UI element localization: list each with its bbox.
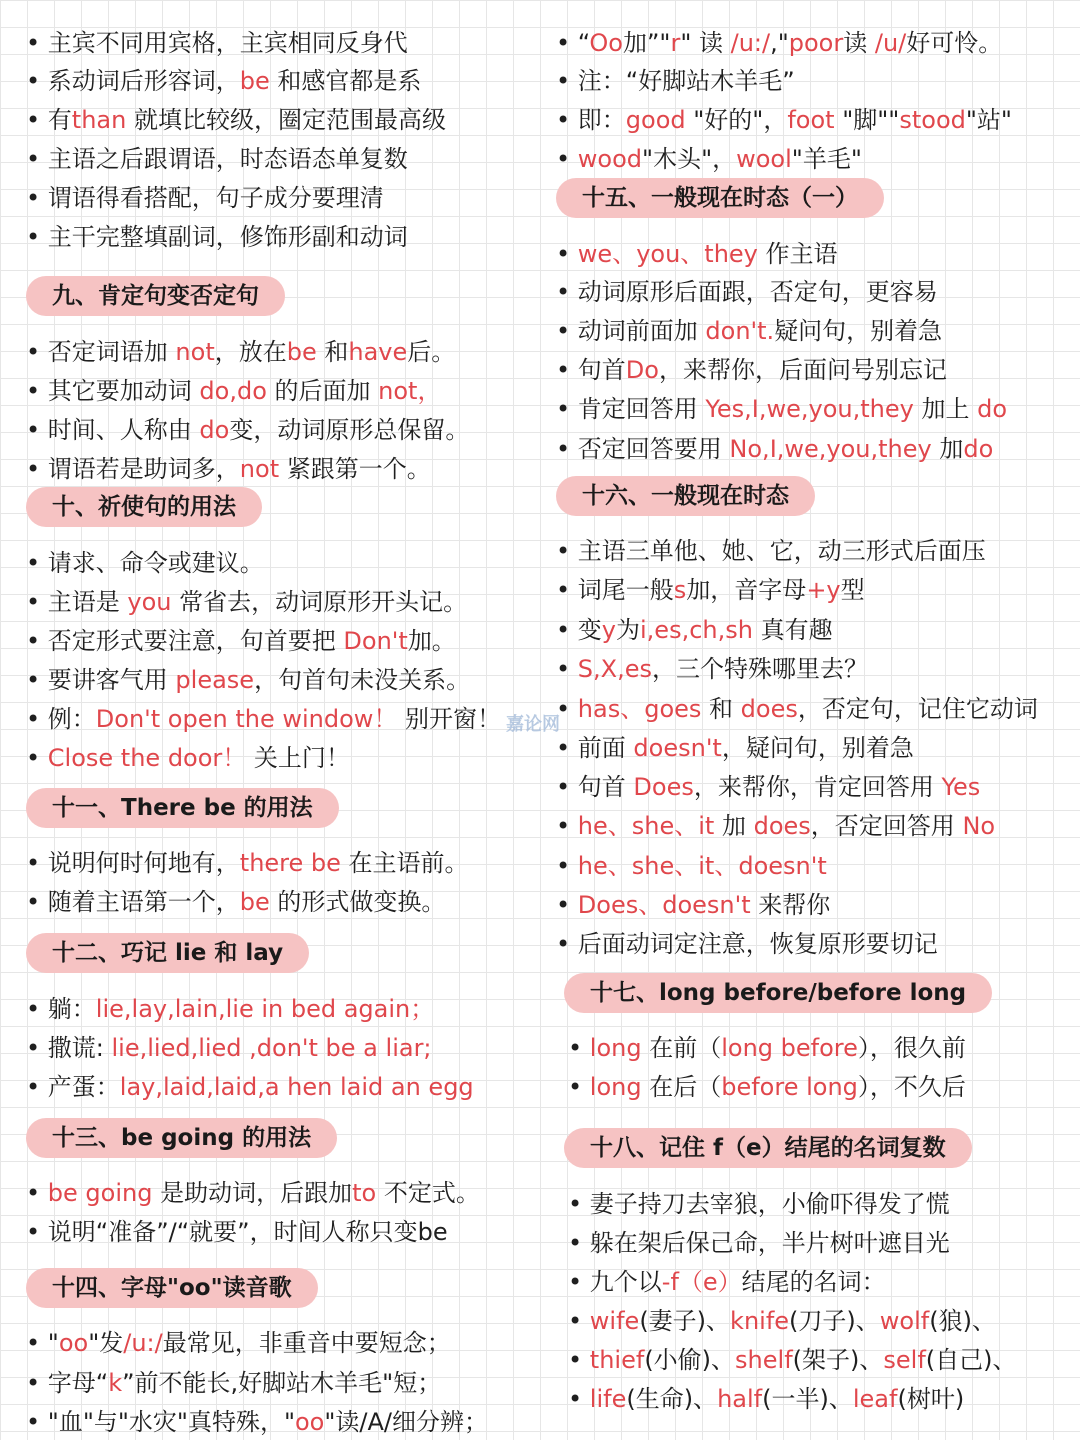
plain-text: • 例： bbox=[26, 705, 96, 733]
text-line bbox=[556, 239, 838, 269]
section-header: 十七、long before/before long bbox=[564, 973, 992, 1013]
plain-text: ），很久前 bbox=[857, 1034, 966, 1062]
plain-text: • bbox=[568, 1307, 590, 1335]
text-line bbox=[556, 434, 993, 464]
section-header: 十一、There be 的用法 bbox=[26, 788, 339, 828]
plain-text: • " bbox=[26, 1329, 59, 1357]
text-line bbox=[556, 277, 938, 307]
plain-text: • bbox=[556, 695, 578, 723]
highlight-text: foot bbox=[787, 106, 835, 134]
plain-text: 的形式做变换。 bbox=[269, 888, 446, 916]
highlight-text: not， bbox=[378, 377, 442, 405]
plain-text: • bbox=[556, 852, 578, 880]
highlight-text: self bbox=[883, 1346, 926, 1374]
plain-text: • 主语之后跟谓语，时态语态单复数 bbox=[26, 145, 408, 173]
plain-text: • "血"与"水灾"真特殊，" bbox=[26, 1408, 295, 1436]
plain-text: 加，音字母 bbox=[686, 576, 807, 604]
plain-text: 来帮你 bbox=[750, 891, 831, 919]
plain-text: 加”" bbox=[622, 29, 671, 57]
highlight-text: be bbox=[286, 338, 317, 366]
text-line bbox=[26, 1072, 474, 1102]
plain-text: • 请求、命令或建议。 bbox=[26, 549, 264, 577]
plain-text: • bbox=[556, 145, 578, 173]
highlight-text: has、goes bbox=[577, 695, 702, 723]
highlight-text: life bbox=[589, 1385, 627, 1413]
plain-text: 型 bbox=[840, 576, 865, 604]
highlight-text: he、she、it bbox=[577, 812, 715, 840]
highlight-text: stood bbox=[899, 106, 966, 134]
highlight-text: you bbox=[127, 588, 172, 616]
plain-text: • 否定形式要注意，句首要把 bbox=[26, 627, 344, 655]
highlight-text: poor bbox=[788, 29, 844, 57]
highlight-text: does bbox=[753, 812, 811, 840]
highlight-text: long bbox=[589, 1073, 642, 1101]
plain-text: 和 bbox=[701, 695, 741, 723]
plain-text: 和 bbox=[316, 338, 349, 366]
plain-text: "脚"" bbox=[834, 106, 900, 134]
section-header: 十、祈使句的用法 bbox=[26, 487, 262, 527]
watermark: 嘉论网 bbox=[506, 714, 560, 735]
plain-text: • bbox=[568, 1034, 590, 1062]
highlight-text: Does bbox=[633, 773, 694, 801]
plain-text: • bbox=[556, 655, 578, 683]
plain-text: • 躺： bbox=[26, 995, 96, 1023]
highlight-text: long before bbox=[721, 1034, 858, 1062]
text-line bbox=[568, 1228, 950, 1258]
highlight-text: k bbox=[108, 1369, 123, 1397]
highlight-text: Oo bbox=[589, 29, 623, 57]
plain-text: 变，动词原形总保留。 bbox=[229, 416, 470, 444]
plain-text: (刀子)、 bbox=[789, 1307, 880, 1335]
plain-text: • 要讲客气用 bbox=[26, 666, 176, 694]
text-line bbox=[26, 66, 421, 96]
highlight-text: Does、doesn't bbox=[577, 891, 751, 919]
text-line bbox=[556, 144, 862, 174]
plain-text: • 主干完整填副词，修饰形副和动词 bbox=[26, 223, 408, 251]
highlight-text: don't. bbox=[705, 317, 775, 345]
plain-text: (狼)、 bbox=[929, 1307, 996, 1335]
section-header: 十八、记住 f（e）结尾的名词复数 bbox=[564, 1128, 972, 1168]
highlight-text: we、you、they bbox=[577, 240, 758, 268]
plain-text: 好可怜。 bbox=[906, 29, 1003, 57]
plain-text: ），不久后 bbox=[857, 1073, 966, 1101]
plain-text: • “ bbox=[556, 29, 590, 57]
plain-text: • 其它要加动词 bbox=[26, 377, 200, 405]
highlight-text: than bbox=[71, 106, 127, 134]
plain-text: ，句首句未没关系。 bbox=[254, 666, 471, 694]
highlight-text: lay,laid,laid,a hen laid an egg bbox=[119, 1073, 474, 1101]
text-line bbox=[556, 811, 995, 841]
highlight-text: shelf bbox=[735, 1346, 793, 1374]
plain-text: • bbox=[556, 240, 578, 268]
plain-text: • 动词原形后面跟，否定句，更容易 bbox=[556, 278, 938, 306]
plain-text: 和感官都是系 bbox=[269, 67, 422, 95]
section-header: 十二、巧记 lie 和 lay bbox=[26, 933, 309, 973]
text-line bbox=[568, 1345, 1017, 1375]
plain-text: 在后（ bbox=[641, 1073, 722, 1101]
text-line bbox=[26, 1328, 451, 1358]
plain-text: 结尾的名词： bbox=[741, 1268, 886, 1296]
plain-text: • 系动词后形容词， bbox=[26, 67, 240, 95]
highlight-text: leaf bbox=[852, 1385, 898, 1413]
plain-text: "发 bbox=[88, 1329, 124, 1357]
plain-text: (生命)、 bbox=[626, 1385, 718, 1413]
text-line bbox=[568, 1306, 996, 1336]
plain-text: 紧跟第一个。 bbox=[279, 455, 431, 483]
highlight-text: thief bbox=[589, 1346, 645, 1374]
plain-text: • 肯定回答用 bbox=[556, 395, 706, 423]
plain-text: • 主语三单他、她、它，动三形式后面压 bbox=[556, 537, 986, 565]
highlight-text: s bbox=[673, 576, 687, 604]
plain-text: ，放在 bbox=[214, 338, 287, 366]
highlight-text: /u:/ bbox=[123, 1329, 163, 1357]
text-line bbox=[556, 105, 1012, 135]
plain-text: • 谓语得看搭配，句子成分要理清 bbox=[26, 184, 384, 212]
text-line bbox=[568, 1189, 950, 1219]
plain-text: 加上 bbox=[913, 395, 978, 423]
plain-text: • 注：“好脚站木羊毛” bbox=[556, 67, 795, 95]
plain-text: 读 bbox=[843, 29, 875, 57]
plain-text: (小偷)、 bbox=[644, 1346, 736, 1374]
highlight-text: do bbox=[963, 435, 994, 463]
plain-text: • 九个以 bbox=[568, 1268, 662, 1296]
plain-text: • 主宾不同用宾格，主宾相同反身代 bbox=[26, 29, 408, 57]
plain-text: (架子)、 bbox=[792, 1346, 884, 1374]
plain-text: " 读 bbox=[680, 29, 731, 57]
highlight-text: +y bbox=[806, 576, 841, 604]
plain-text: 作主语 bbox=[757, 240, 838, 268]
plain-text: ，来帮你，后面问号别忘记 bbox=[658, 356, 947, 384]
plain-text: ”前不能长,好脚站木羊毛"短； bbox=[122, 1369, 442, 1397]
highlight-text: be bbox=[239, 67, 270, 95]
highlight-text: wife bbox=[589, 1307, 640, 1335]
plain-text: 别开窗！ bbox=[397, 705, 502, 733]
text-line bbox=[556, 355, 947, 385]
text-line bbox=[26, 848, 469, 878]
highlight-text: S,X,es bbox=[577, 655, 652, 683]
text-line bbox=[556, 851, 827, 881]
plain-text: 是助动词，后跟加 bbox=[152, 1179, 353, 1207]
plain-text: • bbox=[26, 744, 48, 772]
plain-text: "站" bbox=[965, 106, 1012, 134]
plain-text: • bbox=[568, 1073, 590, 1101]
text-line bbox=[26, 548, 264, 578]
plain-text: • 前面 bbox=[556, 734, 634, 762]
text-line bbox=[26, 704, 501, 734]
highlight-text: -f（e） bbox=[661, 1268, 742, 1296]
text-line bbox=[556, 28, 1002, 58]
text-line bbox=[556, 615, 833, 645]
text-line bbox=[26, 1178, 480, 1208]
plain-text: • bbox=[568, 1385, 590, 1413]
highlight-text: have bbox=[348, 338, 408, 366]
text-line bbox=[26, 994, 434, 1024]
text-line bbox=[26, 1033, 432, 1063]
text-line bbox=[556, 654, 868, 684]
plain-text: • 句首 bbox=[556, 356, 626, 384]
text-line bbox=[26, 1368, 441, 1398]
highlight-text: good bbox=[625, 106, 686, 134]
highlight-text: No,I,we,you,they bbox=[729, 435, 932, 463]
plain-text: 最常见，非重音中要短念； bbox=[162, 1329, 451, 1357]
highlight-text: there be bbox=[239, 849, 341, 877]
plain-text: "好的"， bbox=[685, 106, 788, 134]
plain-text: ，否定句，记住它动词 bbox=[797, 695, 1038, 723]
highlight-text: not bbox=[239, 455, 280, 483]
plain-text: • 有 bbox=[26, 106, 72, 134]
plain-text: • 撒谎: bbox=[26, 1034, 112, 1062]
highlight-text: i,es,ch,sh bbox=[640, 616, 753, 644]
plain-text: • bbox=[26, 1179, 48, 1207]
highlight-text: Yes,I,we,you,they bbox=[705, 395, 914, 423]
text-line bbox=[556, 929, 938, 959]
plain-text: 的后面加 bbox=[266, 377, 379, 405]
plain-text: • bbox=[556, 891, 578, 919]
plain-text: ，否定回答用 bbox=[810, 812, 963, 840]
plain-text: (妻子)、 bbox=[639, 1307, 731, 1335]
text-line bbox=[556, 890, 830, 920]
plain-text: • 句首 bbox=[556, 773, 634, 801]
plain-text: 就填比较级，圈定范围最高级 bbox=[126, 106, 446, 134]
highlight-text: be bbox=[239, 888, 270, 916]
highlight-text: doesn't bbox=[633, 734, 722, 762]
highlight-text: wool bbox=[736, 145, 792, 173]
text-line bbox=[556, 575, 865, 605]
highlight-text: does bbox=[740, 695, 798, 723]
highlight-text: long bbox=[589, 1034, 642, 1062]
text-line bbox=[556, 394, 1007, 424]
highlight-text: knife bbox=[730, 1307, 790, 1335]
text-line bbox=[26, 376, 441, 406]
section-header: 十五、一般现在时态（一） bbox=[556, 178, 884, 218]
plain-text: "木头"， bbox=[642, 145, 737, 173]
plain-text: 在主语前。 bbox=[340, 849, 469, 877]
highlight-text: Don't bbox=[343, 627, 408, 655]
highlight-text: wolf bbox=[879, 1307, 930, 1335]
plain-text: • 躲在架后保己命，半片树叶遮目光 bbox=[568, 1229, 950, 1257]
text-line bbox=[26, 887, 445, 917]
plain-text: 加 bbox=[931, 435, 964, 463]
text-line bbox=[556, 772, 980, 802]
text-line bbox=[568, 1072, 966, 1102]
highlight-text: before long bbox=[721, 1073, 858, 1101]
plain-text: 为 bbox=[616, 616, 640, 644]
text-line bbox=[26, 665, 470, 695]
text-line bbox=[26, 222, 408, 252]
section-header: 十四、字母"oo"读音歌 bbox=[26, 1268, 318, 1308]
highlight-text: Do bbox=[625, 356, 659, 384]
text-line bbox=[26, 626, 456, 656]
plain-text: ，疑问句，别着急 bbox=[721, 734, 914, 762]
text-line bbox=[556, 694, 1038, 724]
plain-text: • 否定词语加 bbox=[26, 338, 176, 366]
highlight-text: y bbox=[601, 616, 616, 644]
plain-text: ，来帮你，肯定回答用 bbox=[693, 773, 942, 801]
highlight-text: do,do bbox=[199, 377, 267, 405]
highlight-text: wood bbox=[577, 145, 643, 173]
highlight-text: oo bbox=[294, 1408, 325, 1436]
highlight-text: /u:/ bbox=[730, 29, 771, 57]
highlight-text: do bbox=[199, 416, 230, 444]
plain-text: • 主语是 bbox=[26, 588, 128, 616]
plain-text: • 产蛋： bbox=[26, 1073, 120, 1101]
text-line bbox=[556, 316, 942, 346]
highlight-text: half bbox=[717, 1385, 763, 1413]
text-line bbox=[26, 183, 384, 213]
plain-text: 常省去，动词原形开头记。 bbox=[171, 588, 468, 616]
plain-text: ，三个特殊哪里去？ bbox=[652, 655, 868, 683]
highlight-text: do bbox=[977, 395, 1008, 423]
plain-text: (一半)、 bbox=[762, 1385, 853, 1413]
plain-text: • 后面动词定注意，恢复原形要切记 bbox=[556, 930, 938, 958]
highlight-text: lie,lay,lain,lie in bed again； bbox=[95, 995, 435, 1023]
plain-text: "读/A/细分辨； bbox=[324, 1408, 488, 1436]
section-header: 十六、一般现在时态 bbox=[556, 476, 815, 516]
highlight-text: lie,lied,lied ,don't be a liar; bbox=[111, 1034, 432, 1062]
highlight-text: r bbox=[670, 29, 681, 57]
plain-text: • 否定回答要用 bbox=[556, 435, 730, 463]
text-line bbox=[26, 144, 408, 174]
plain-text: 在前（ bbox=[641, 1034, 722, 1062]
plain-text: • 动词前面加 bbox=[556, 317, 706, 345]
text-line bbox=[26, 337, 455, 367]
highlight-text: Don't open the window！ bbox=[95, 705, 398, 733]
plain-text: 加。 bbox=[407, 627, 456, 655]
plain-text: (自己)、 bbox=[925, 1346, 1017, 1374]
highlight-text: No bbox=[962, 812, 996, 840]
plain-text: • 说明何时何地有， bbox=[26, 849, 240, 877]
plain-text: 加 bbox=[714, 812, 754, 840]
text-line bbox=[26, 1217, 448, 1247]
plain-text: 真有趣 bbox=[752, 616, 833, 644]
section-header: 十三、be going 的用法 bbox=[26, 1118, 337, 1158]
text-line bbox=[556, 66, 795, 96]
text-line bbox=[568, 1267, 886, 1297]
plain-text: 后。 bbox=[407, 338, 456, 366]
section-header: 九、肯定句变否定句 bbox=[26, 276, 285, 316]
highlight-text: be going bbox=[47, 1179, 153, 1207]
text-line bbox=[26, 28, 408, 58]
highlight-text: oo bbox=[58, 1329, 89, 1357]
plain-text: 不定式。 bbox=[376, 1179, 480, 1207]
text-line bbox=[568, 1033, 966, 1063]
plain-text: • 词尾一般 bbox=[556, 576, 674, 604]
text-line bbox=[556, 733, 914, 763]
plain-text: 关上门！ bbox=[246, 744, 350, 772]
text-line bbox=[26, 1407, 488, 1437]
text-line bbox=[26, 743, 350, 773]
plain-text: • 即： bbox=[556, 106, 626, 134]
text-line bbox=[26, 105, 446, 135]
highlight-text: to bbox=[352, 1179, 377, 1207]
plain-text: • 变 bbox=[556, 616, 602, 644]
highlight-text: Yes bbox=[941, 773, 981, 801]
plain-text: • 谓语若是助词多， bbox=[26, 455, 240, 483]
text-line bbox=[556, 536, 986, 566]
highlight-text: Close the door！ bbox=[47, 744, 247, 772]
plain-text: • 说明“准备”/“就要”，时间人称只变be bbox=[26, 1218, 448, 1246]
plain-text: • 时间、人称由 bbox=[26, 416, 200, 444]
plain-text: ," bbox=[770, 29, 789, 57]
plain-text: • bbox=[568, 1346, 590, 1374]
text-line bbox=[26, 415, 469, 445]
plain-text: • 妻子持刀去宰狼，小偷吓得发了慌 bbox=[568, 1190, 950, 1218]
highlight-text: not bbox=[175, 338, 215, 366]
highlight-text: /u/ bbox=[874, 29, 907, 57]
highlight-text: please bbox=[175, 666, 255, 694]
plain-text: • 字母“ bbox=[26, 1369, 109, 1397]
plain-text: • bbox=[556, 812, 578, 840]
text-line bbox=[26, 454, 431, 484]
highlight-text: he、she、it、doesn't bbox=[577, 852, 827, 880]
plain-text: 疑问句，别着急 bbox=[774, 317, 943, 345]
plain-text: "羊毛" bbox=[791, 145, 862, 173]
plain-text: (树叶) bbox=[897, 1385, 965, 1413]
text-line bbox=[26, 587, 467, 617]
text-line bbox=[568, 1384, 964, 1414]
plain-text: • 随着主语第一个， bbox=[26, 888, 240, 916]
